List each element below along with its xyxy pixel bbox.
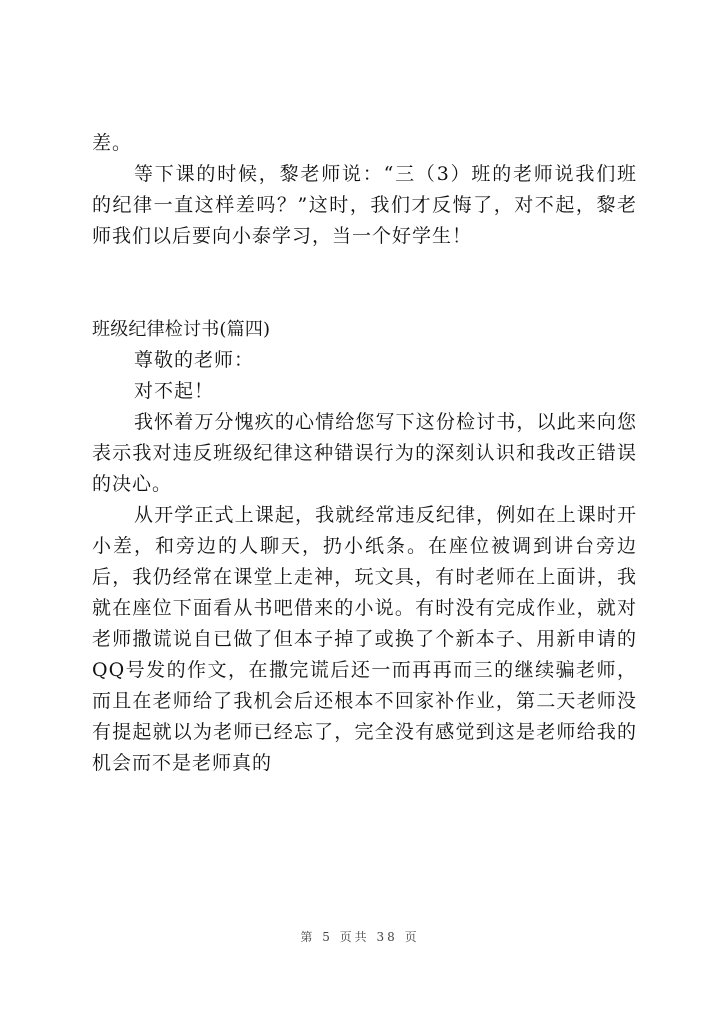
paragraph-intro: 我怀着万分愧疚的心情给您写下这份检讨书，以此来向您表示我对违反班级纪律这种错误行为的深刻认识和我改正错误的决心。 — [92, 411, 637, 495]
paragraph-teacher-remark: 等下课的时候，黎老师说：“三（3）班的老师说我们班的纪律一直这样差吗？”这时，我们才反悔了，对不起，黎老师我们以后要向小泰学习，当一个好学生！ — [92, 163, 637, 247]
paragraph-continuation: 差。 — [92, 132, 133, 154]
section-title: 班级纪律检讨书(篇四) — [92, 319, 271, 340]
document-body — [92, 128, 637, 779]
salutation: 尊敬的老师： — [134, 349, 255, 371]
paragraph-misconduct: 从开学正式上课起，我就经常违反纪律，例如在上课时开小差，和旁边的人聊天，扔小纸条。在座位被调到讲台旁边后，我仍经常在课堂上走神，玩文具，有时老师在上面讲，我就在座位下面看从书吧借来的小说。有时没有完成作业，就对老师撒谎说自已做了但本子掉了或换了个新本子、用新申请的QQ号发的作文，在撒完谎后还一而再再而三的继续骗老师，而且在老师给了我机会后还根本不回家补作业，第二天老师没有提起就以为老师已经忘了，完全没有感觉到这是老师给我的机会而不是老师真的 — [92, 504, 637, 774]
page-number-footer: 第 5 页共 38 页 — [300, 930, 420, 944]
apology-line: 对不起！ — [134, 380, 215, 402]
section-gap — [92, 252, 637, 314]
